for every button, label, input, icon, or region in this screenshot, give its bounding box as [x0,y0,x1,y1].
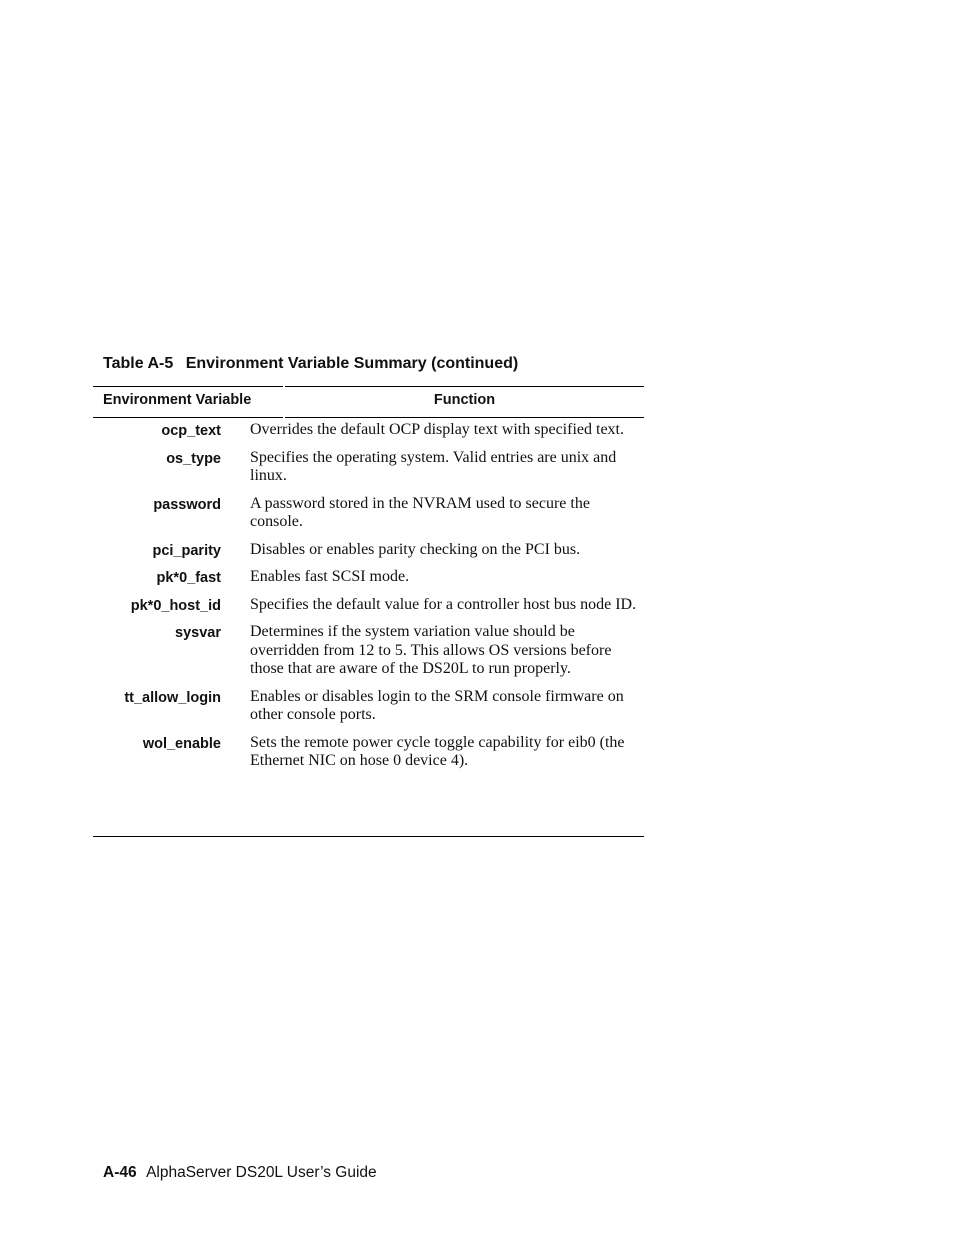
page-number: A-46 [103,1164,137,1181]
column-header-function: Function [433,392,496,408]
table-row [93,623,644,688]
function-description: Enables or disables login to the SRM console firmware on other console ports. [250,687,624,723]
table-top-rule-left [93,386,283,387]
variable-name: pk*0_fast [156,570,221,586]
page-footer [103,1164,377,1182]
function-description: Enables fast SCSI mode. [250,568,410,585]
table-row [93,568,644,596]
function-description: Sets the remote power cycle toggle capability for eib0 (the Ethernet NIC on hose 0 device 4). [250,733,625,769]
variable-name: pci_parity [152,542,221,559]
function-description: Overrides the default OCP display text with specified text. [250,421,624,438]
function-description: Specifies the default value for a controller host bus node ID. [250,595,637,613]
table-title: Environment Variable Summary (continued) [185,355,519,372]
table-top-rule-right [285,386,644,387]
table-row [93,495,644,541]
table-caption [103,355,518,373]
function-description: Determines if the system variation value should be overridden from 12 to 5. This allows OS versions before those that are aware of the DS20L to run properly. [250,623,612,677]
variable-name: wol_enable [142,735,221,752]
table-row [93,421,644,449]
variable-name: tt_allow_login [124,689,221,706]
function-description: Disables or enables parity checking on the PCI bus. [250,540,581,558]
table-header-rule-right [285,417,644,418]
table-header-rule-left [93,417,283,418]
book-title: AlphaServer DS20L User’s Guide [146,1164,377,1181]
column-header-variable: Environment Variable [103,392,252,408]
table-row [93,688,644,734]
table-row [93,734,644,780]
variable-name: pk*0_host_id [130,597,221,614]
table-bottom-rule [93,836,644,837]
variable-name: os_type [166,450,221,467]
table-number: Table A-5 [103,355,174,372]
table-body [93,421,644,780]
table-row [93,541,644,569]
table-row [93,596,644,624]
table-row [93,449,644,495]
variable-name: password [153,496,221,513]
variable-name: sysvar [175,625,221,641]
function-description: A password stored in the NVRAM used to secure the console. [250,494,590,530]
variable-name: ocp_text [161,423,221,439]
function-description: Specifies the operating system. Valid entries are unix and linux. [250,448,617,484]
